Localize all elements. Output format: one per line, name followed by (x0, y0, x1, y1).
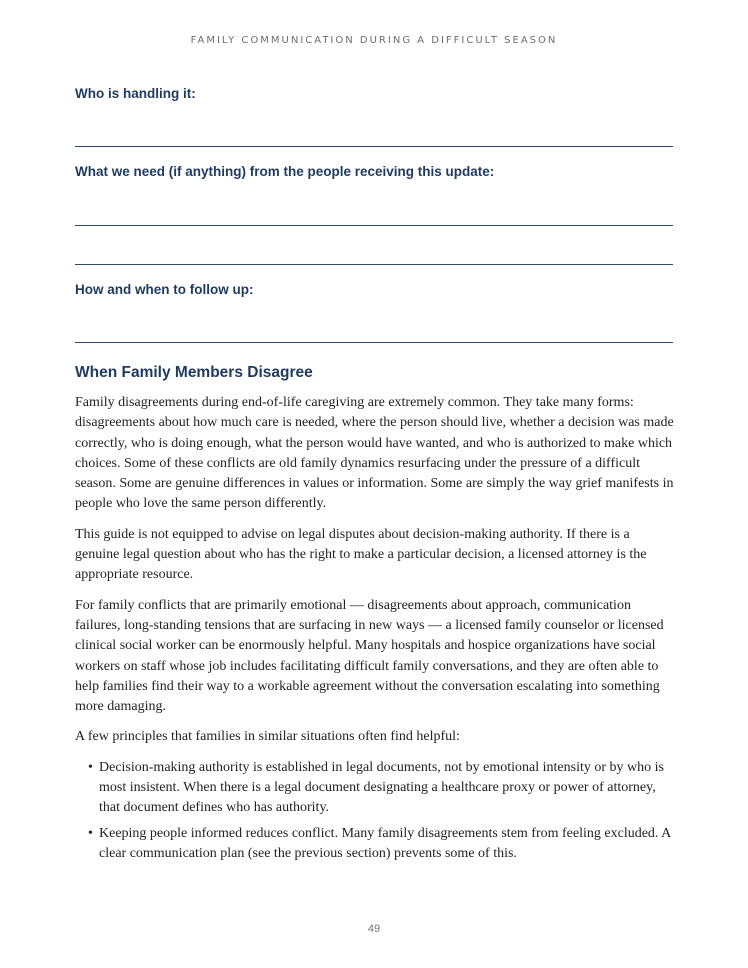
running-header: FAMILY COMMUNICATION DURING A DIFFICULT SEASON (190, 35, 558, 46)
field-label-follow-up: How and when to follow up: (75, 282, 254, 297)
write-in-line[interactable] (75, 342, 673, 343)
body-paragraph: A few principles that families in similar situations often find helpful: (75, 729, 460, 745)
write-in-line[interactable] (75, 225, 673, 226)
list-item (75, 824, 675, 865)
bullet-icon: • (88, 759, 93, 775)
page-number: 49 (367, 923, 381, 935)
write-in-line[interactable] (75, 146, 673, 147)
section-body (75, 393, 675, 869)
list-item-text: Keeping people informed reduces conflict. Many family disagreements stem from feeling excluded. A clear communication plan (see the previous section) prevents some of this. (99, 825, 671, 861)
body-paragraph: This guide is not equipped to advise on legal disputes about decision-making authority. If there is a genuine legal question about who has the right to make a particular decision, a licensed attorney is the appropriate resource. (75, 526, 647, 583)
list-item-text: Decision-making authority is established in legal documents, not by emotional intensity or by who is most insistent. When there is a legal document designating a healthcare proxy or power of attorney, that document defines who has authority. (99, 759, 664, 816)
write-in-line[interactable] (75, 264, 673, 265)
principles-list (75, 758, 675, 864)
field-label-what-we-need: What we need (if anything) from the people receiving this update: (75, 164, 495, 179)
bullet-icon: • (88, 825, 93, 841)
body-paragraph: Family disagreements during end-of-life caregiving are extremely common. They take many forms: disagreements about how much care is needed, where the person should live, whether a decision was made correctly, who is doing enough, what the person would have wanted, and who is authorized to make which choices. Some of these conflicts are old family dynamics resurfacing under the pressure of a difficult season. Some are genuine differences in values or information. Some are simply the way grief manifests in people who love the same person differently. (75, 395, 674, 512)
section-heading: When Family Members Disagree (75, 364, 313, 381)
field-label-who-handling: Who is handling it: (75, 86, 196, 101)
body-paragraph: For family conflicts that are primarily emotional — disagreements about approach, communication failures, long-standing tensions that are surfacing in new ways — a licensed family counselor or licensed clinical social worker can be enormously helpful. Many hospitals and hospice organizations have social workers on staff whose job includes facilitating difficult family conversations, and they are often able to help families find their way to a workable agreement without the conversation escalating into something more damaging. (75, 597, 664, 715)
list-item (75, 758, 675, 819)
